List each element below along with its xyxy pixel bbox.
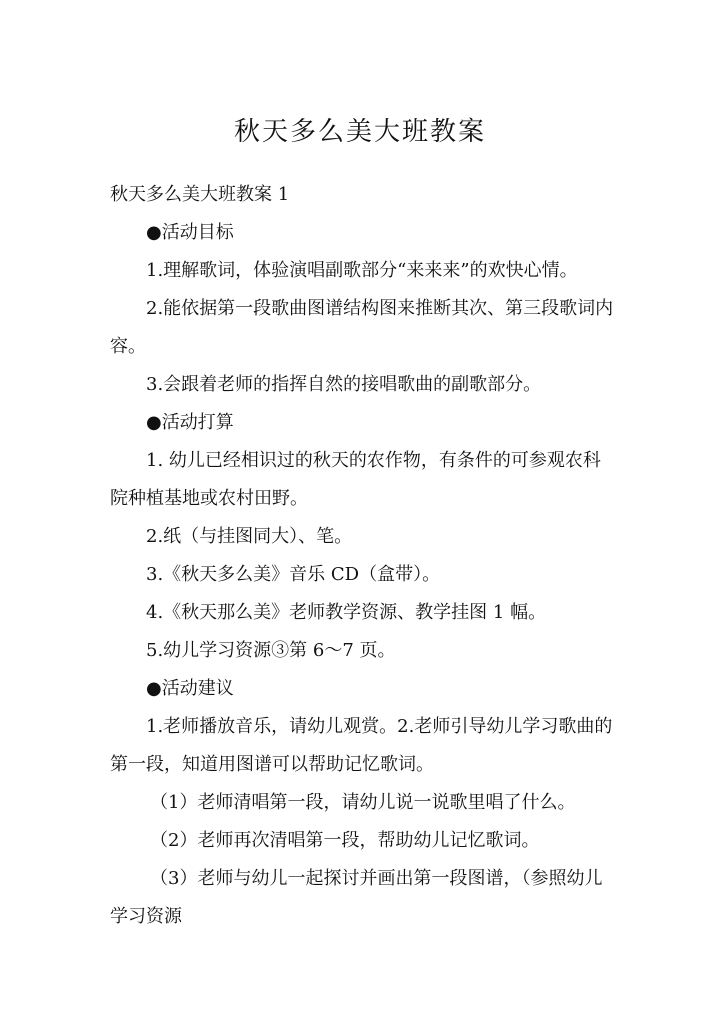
- goal-item-1: 1.理解歌词，体验演唱副歌部分“来来来”的欢快心情。: [146, 260, 578, 281]
- suggestion-subitem-2: （2）老师再次清唱第一段，帮助幼儿记忆歌词。: [150, 830, 540, 851]
- suggestion-subitem-3: （3）老师与幼儿一起探讨并画出第一段图谱，（参照幼儿学习资源: [110, 868, 603, 927]
- goal-item-2: 2.能依据第一段歌曲图谱结构图来推断其次、第三段歌词内容。: [110, 298, 614, 357]
- section-heading: 秋天多么美大班教案 1: [110, 184, 290, 205]
- heading-activity-prep: ●活动打算: [146, 412, 234, 433]
- document-body: [110, 176, 615, 936]
- prep-item-4: 4.《秋天那么美》老师教学资源、教学挂图 1 幅。: [146, 602, 547, 623]
- goal-item-3: 3.会跟着老师的指挥自然的接唱歌曲的副歌部分。: [146, 374, 542, 395]
- prep-item-5: 5.幼儿学习资源③第 6～7 页。: [146, 640, 396, 661]
- suggestion-item-1: 1.老师播放音乐，请幼儿观赏。2.老师引导幼儿学习歌曲的第一段，知道用图谱可以帮助记忆歌词。: [110, 716, 613, 775]
- heading-activity-suggestions: ●活动建议: [146, 678, 234, 699]
- document-title: 秋天多么美大班教案: [233, 117, 486, 147]
- prep-item-3: 3.《秋天多么美》音乐 CD（盒带）。: [146, 564, 441, 585]
- heading-activity-goals: ●活动目标: [146, 222, 234, 243]
- suggestion-subitem-1: （1）老师清唱第一段，请幼儿说一说歌里唱了什么。: [150, 792, 576, 813]
- prep-item-1: 1. 幼儿已经相识过的秋天的农作物，有条件的可参观农科院种植基地或农村田野。: [110, 450, 601, 509]
- prep-item-2: 2.纸（与挂图同大）、笔。: [146, 526, 353, 547]
